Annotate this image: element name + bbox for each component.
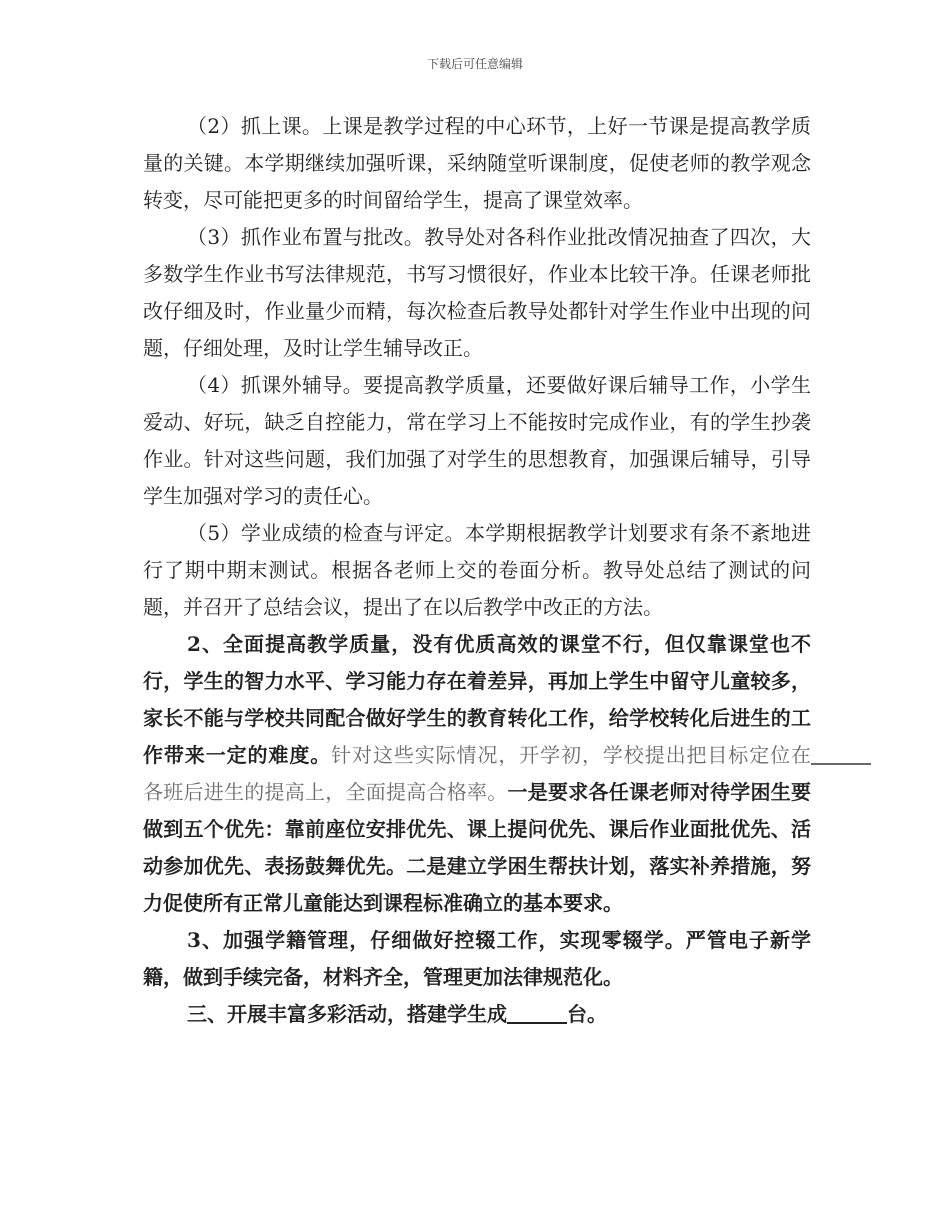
activities-blank — [507, 1002, 567, 1026]
paragraph-quality — [143, 626, 811, 922]
paragraph-tutoring: （4）抓课外辅导。要提高教学质量，还要做好课后辅导工作，小学生爱动、好玩，缺乏自控能力，常在学习上不能按时完成作业，有的学生抄袭作业。针对这些问题，我们加强了对学生的思想教育，加强课后辅导，引导学生加强对学习的责任心。 — [143, 373, 811, 508]
activities-text: 三、开展丰富多彩活动，搭建学生成 — [187, 1002, 507, 1026]
page-header: 下载后可任意编辑 — [426, 57, 523, 71]
activities-text-end: 台。 — [567, 1002, 607, 1026]
quality-normal-text: 针对这些实际情况，开学初，学校提出把目标定位在 — [331, 743, 812, 767]
paragraph-homework: （3）抓作业布置与批改。教导处对各科作业批改情况抽查了四次，大多数学生作业书写法律规范，书写习惯很好，作业本比较干净。任课老师批改仔细及时，作业量少而精，每次检查后教导处都针对学生作业中出现的问题，仔细处理，及时让学生辅导改正。 — [143, 225, 811, 360]
quality-bold-intro: 2、全面提高教学质量，没有优质高效的课堂不行，但仅靠课堂也不行，学生的智力水平、学习能力存在着差异，再加上学生中留守儿童较多，家长不能与学校共同配合做好学生的教育转化工作，给学校转化后进生的工作带来一定的难度。 — [143, 632, 811, 767]
quality-normal-text-2: 各班后进生的提高上，全面提高合格率。 — [143, 780, 508, 804]
quality-bold-measures: 一是要求各任课老师对待学困生要做到五个优先：靠前座位安排优先、课上提问优先、课后作业面批优先、活动参加优先、表扬鼓舞优先。二是建立学困生帮扶计划，落实补养措施，努力促使所有正常儿童能达到课程标准确立的基本要求。 — [143, 780, 811, 915]
paragraph-activities-heading — [143, 996, 811, 1033]
paragraph-records: 3、加强学籍管理，仔细做好控辍工作，实现零辍学。严管电子新学籍，做到手续完备，材料齐全，管理更加法律规范化。 — [143, 928, 811, 989]
paragraph-attend-class: （2）抓上课。上课是教学过程的中心环节，上好一节课是提高教学质量的关键。本学期继续加强听课，采纳随堂听课制度，促使老师的教学观念转变，尽可能把更多的时间留给学生，提高了课堂效率。 — [143, 114, 811, 212]
document-body — [143, 108, 811, 1033]
quality-blank — [811, 743, 871, 767]
paragraph-assessment: （5）学业成绩的检查与评定。本学期根据教学计划要求有条不紊地进行了期中期末测试。根据各老师上交的卷面分析。教导处总结了测试的问题，并召开了总结会议，提出了在以后教学中改正的方法。 — [143, 521, 811, 619]
